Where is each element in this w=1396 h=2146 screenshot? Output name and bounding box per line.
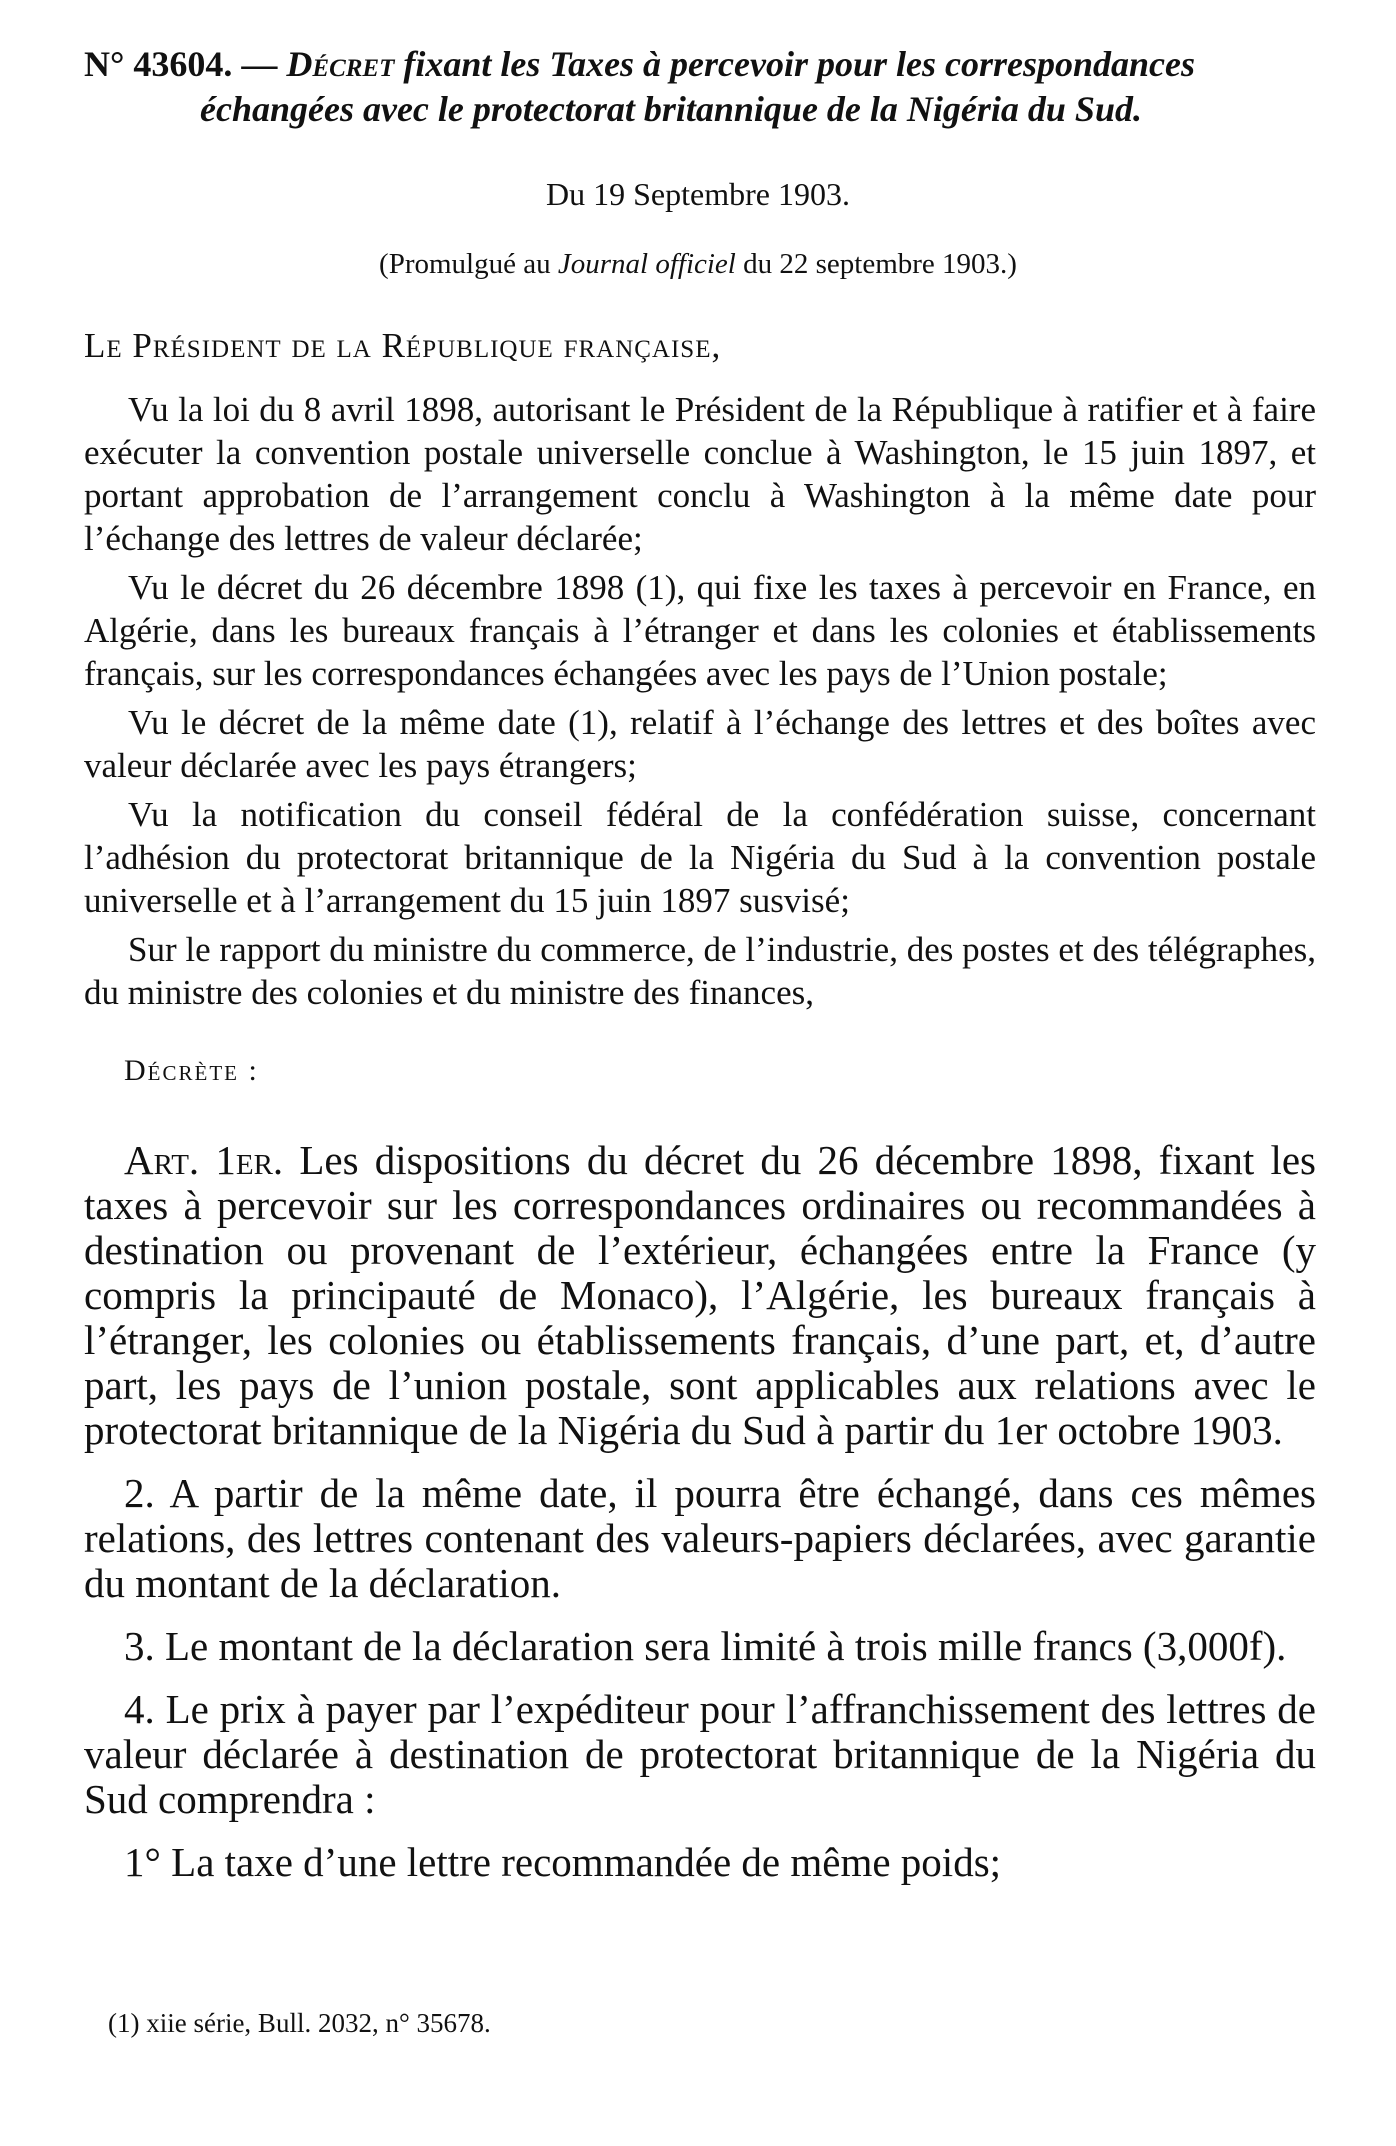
article-1 <box>84 1138 1316 1453</box>
consideration-paragraph: Vu le décret de la même date (1), relatif à l’échange des lettres et des boîtes avec valeur déclarée avec les pays étrangers; <box>84 703 1316 785</box>
consideration-paragraph: Vu la notification du conseil fédéral de la confédération suisse, concernant l’adhésion du protectorat britannique de la Nigéria du Sud à la convention postale universelle et à l’arrangement du 15 juin 1897 susvisé; <box>84 795 1316 920</box>
article-1-label: Art. 1er. <box>124 1137 284 1183</box>
article-2: 2. A partir de la même date, il pourra être échangé, dans ces mêmes relations, des lettres contenant des valeurs-papiers déclarées, avec garantie du montant de la déclaration. <box>84 1470 1316 1606</box>
footnote: (1) xiie série, Bull. 2032, n° 35678. <box>108 2008 491 2038</box>
consideration-paragraph: Vu le décret du 26 décembre 1898 (1), qui fixe les taxes à percevoir en France, en Algérie, dans les bureaux français à l’étranger et dans les colonies et établissements français, sur les correspondances échangées avec les pays de l’Union postale; <box>84 568 1316 693</box>
president-heading: Le Président de la République française, <box>84 326 722 365</box>
articles-block <box>84 1138 1316 1903</box>
consideration-paragraph: Vu la loi du 8 avril 1898, autorisant le Président de la République à ratifier et à faire exécuter la convention postale universelle conclue à Washington, le 15 juin 1897, et portant approbation de l’arrangement conclu à Washington à la même date pour l’échange des lettres de valeur déclarée; <box>84 390 1316 558</box>
decree-title-line2: échangées avec le protectorat britannique de la Nigéria du Sud. <box>200 89 1142 129</box>
consideration-paragraph: Sur le rapport du ministre du commerce, de l’industrie, des postes et des télégraphes, du ministre des colonies et du ministre des finances, <box>84 930 1316 1012</box>
decree-number: N° 43604. — <box>84 44 278 84</box>
decrete-heading: Décrète : <box>124 1054 259 1087</box>
journal-name: Journal officiel <box>557 248 736 280</box>
article-4-item-1: 1° La taxe d’une lettre recommandée de même poids; <box>124 1839 1002 1885</box>
considerations-block <box>84 388 1316 1020</box>
promulgation-suffix: du 22 septembre 1903.) <box>743 248 1017 280</box>
decree-header <box>84 42 1324 132</box>
decree-title-line1: fixant les Taxes à percevoir pour les correspondances <box>403 44 1196 84</box>
decree-word: Décret <box>286 44 395 84</box>
promulgation-prefix: (Promulgué au <box>379 248 551 280</box>
article-3: 3. Le montant de la déclaration sera limité à trois mille francs (3,000f). <box>124 1623 1287 1669</box>
article-4: 4. Le prix à payer par l’expéditeur pour l’affranchissement des lettres de valeur déclarée à destination de protectorat britannique de la Nigéria du Sud comprendra : <box>84 1686 1316 1822</box>
article-1-text: Les dispositions du décret du 26 décembre 1898, fixant les taxes à percevoir sur les correspondances ordinaires ou recommandées à destination ou provenant de l’extérieur, échangées entre la France (y compris la principauté de Monaco), l’Algérie, les bureaux français à l’étranger, les colonies ou établissements français, d’une part, et, d’autre part, les pays de l’union postale, sont applicables aux relations avec le protectorat britannique de la Nigéria du Sud à partir du 1er octobre 1903. <box>84 1137 1317 1453</box>
decree-date: Du 19 Septembre 1903. <box>546 176 850 212</box>
promulgation-note <box>0 248 1396 281</box>
